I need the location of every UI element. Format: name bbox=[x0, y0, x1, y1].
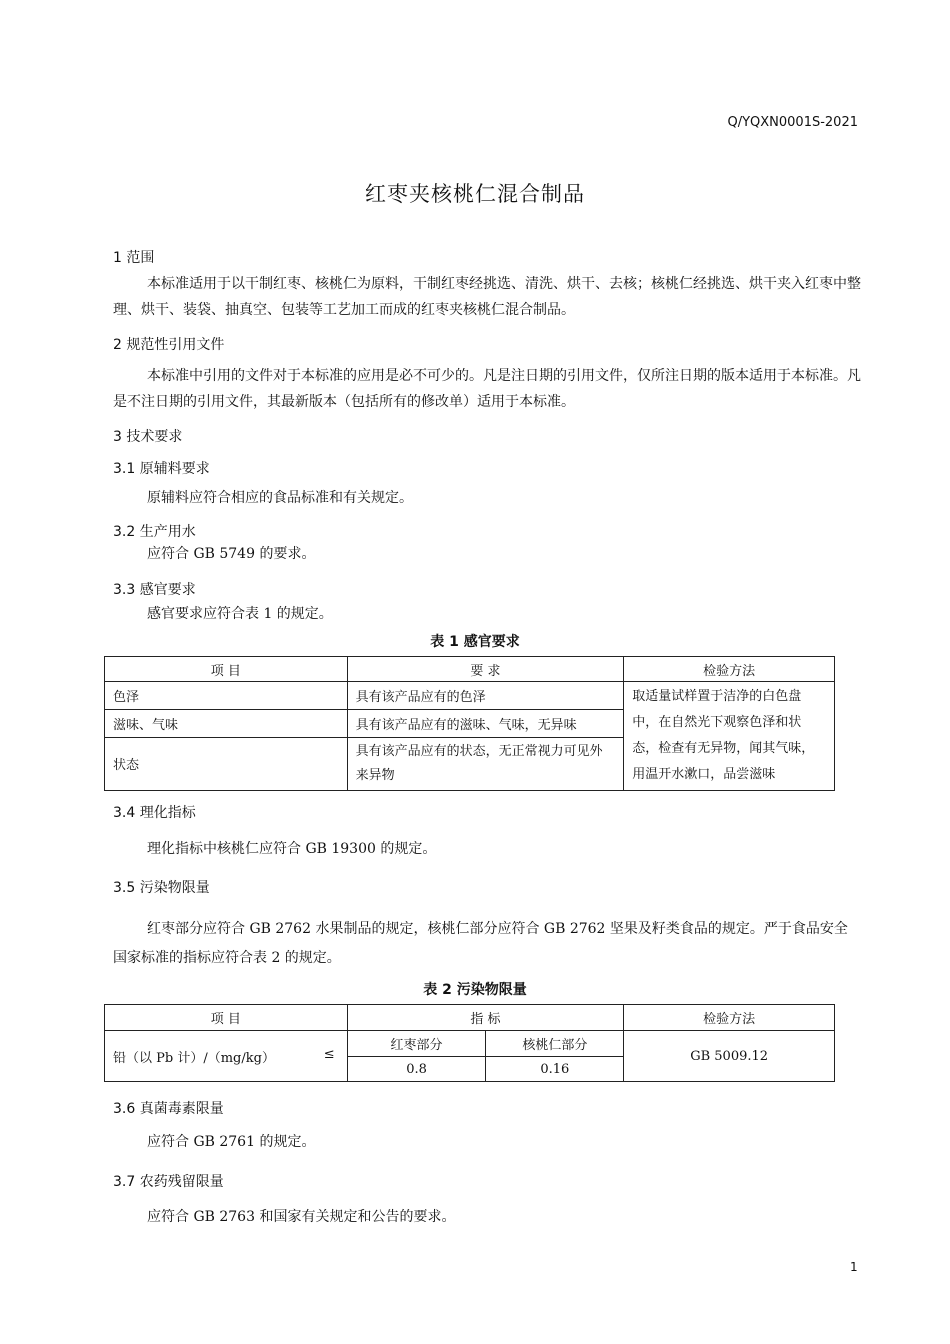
row-item: 色泽 bbox=[105, 682, 348, 710]
section-3-1-text: 原辅料应符合相应的食品标准和有关规定。 bbox=[147, 490, 413, 506]
method-cell: GB 5009.12 bbox=[624, 1031, 835, 1082]
header-item: 项 目 bbox=[105, 1005, 348, 1031]
table-header-row bbox=[105, 657, 835, 682]
contaminant-table bbox=[104, 1004, 835, 1082]
section-3-7-heading: 3.7 农药残留限量 bbox=[113, 1174, 224, 1190]
section-3-5-text: 红枣部分应符合 GB 2762 水果制品的规定，核桃仁部分应符合 GB 2762 坚果及籽类食品的规定。严于食品安全国家标准的指标应符合表 2 的规定。 bbox=[113, 921, 848, 966]
method-cell: 取适量试样置于洁净的白色盘中，在自然光下观察色泽和状态，检查有无异物，闻其气味，用温开水漱口，品尝滋味 bbox=[624, 682, 835, 791]
section-3-4-text: 理化指标中核桃仁应符合 GB 19300 的规定。 bbox=[147, 841, 437, 857]
lead-item-cell bbox=[105, 1031, 348, 1082]
row-requirement: 具有该产品应有的滋味、气味，无异味 bbox=[347, 709, 624, 737]
section-3-2-heading: 3.2 生产用水 bbox=[113, 524, 196, 540]
page-number: 1 bbox=[850, 1260, 858, 1274]
section-3-5-heading: 3.5 污染物限量 bbox=[113, 880, 210, 896]
row-item: 状态 bbox=[105, 737, 348, 790]
table-2-caption: 表 2 污染物限量 bbox=[423, 982, 527, 998]
section-3-4-heading: 3.4 理化指标 bbox=[113, 805, 196, 821]
row-item: 滋味、气味 bbox=[105, 709, 348, 737]
standard-code: Q/YQXN0001S-2021 bbox=[727, 115, 858, 130]
section-3-6-heading: 3.6 真菌毒素限量 bbox=[113, 1101, 224, 1117]
section-3-3-heading: 3.3 感官要求 bbox=[113, 582, 196, 598]
row-requirement: 具有该产品应有的状态，无正常视力可见外来异物 bbox=[347, 737, 624, 790]
lead-item-label: 铅（以 Pb 计）/（mg/kg） bbox=[113, 1050, 275, 1066]
value-jujube: 0.8 bbox=[347, 1057, 486, 1082]
section-3-7-text: 应符合 GB 2763 和国家有关规定和公告的要求。 bbox=[147, 1209, 456, 1225]
table-header-row bbox=[105, 1005, 835, 1031]
header-item: 项 目 bbox=[105, 657, 348, 682]
table-subheader-row bbox=[105, 1031, 835, 1057]
subheader-jujube: 红枣部分 bbox=[347, 1031, 486, 1057]
header-method: 检验方法 bbox=[624, 657, 835, 682]
sensory-table bbox=[104, 656, 835, 791]
section-3-1-heading: 3.1 原辅料要求 bbox=[113, 461, 210, 477]
document-title: 红枣夹核桃仁混合制品 bbox=[365, 182, 585, 206]
section-2-heading: 2 规范性引用文件 bbox=[113, 337, 225, 353]
row-requirement: 具有该产品应有的色泽 bbox=[347, 682, 624, 710]
le-symbol: ≤ bbox=[323, 1046, 335, 1062]
table-1-caption: 表 1 感官要求 bbox=[430, 634, 520, 650]
section-3-2-text: 应符合 GB 5749 的要求。 bbox=[147, 546, 316, 562]
section-3-6-text: 应符合 GB 2761 的规定。 bbox=[147, 1134, 316, 1150]
subheader-walnut: 核桃仁部分 bbox=[486, 1031, 624, 1057]
value-walnut: 0.16 bbox=[486, 1057, 624, 1082]
header-requirement: 要 求 bbox=[347, 657, 624, 682]
section-3-3-text: 感官要求应符合表 1 的规定。 bbox=[147, 606, 333, 622]
table-row bbox=[105, 682, 835, 710]
header-index: 指 标 bbox=[347, 1005, 624, 1031]
section-2-text: 本标准中引用的文件对于本标准的应用是必不可少的。凡是注日期的引用文件，仅所注日期的版本适用于本标准。凡是不注日期的引用文件，其最新版本（包括所有的修改单）适用于本标准。 bbox=[113, 368, 861, 410]
section-1-heading: 1 范围 bbox=[113, 250, 155, 266]
section-1-text: 本标准适用于以干制红枣、核桃仁为原料，干制红枣经挑选、清洗、烘干、去核；核桃仁经挑选、烘干夹入红枣中整理、烘干、装袋、抽真空、包装等工艺加工而成的红枣夹核桃仁混合制品。 bbox=[113, 276, 861, 318]
header-method: 检验方法 bbox=[624, 1005, 835, 1031]
section-3-heading: 3 技术要求 bbox=[113, 429, 183, 445]
